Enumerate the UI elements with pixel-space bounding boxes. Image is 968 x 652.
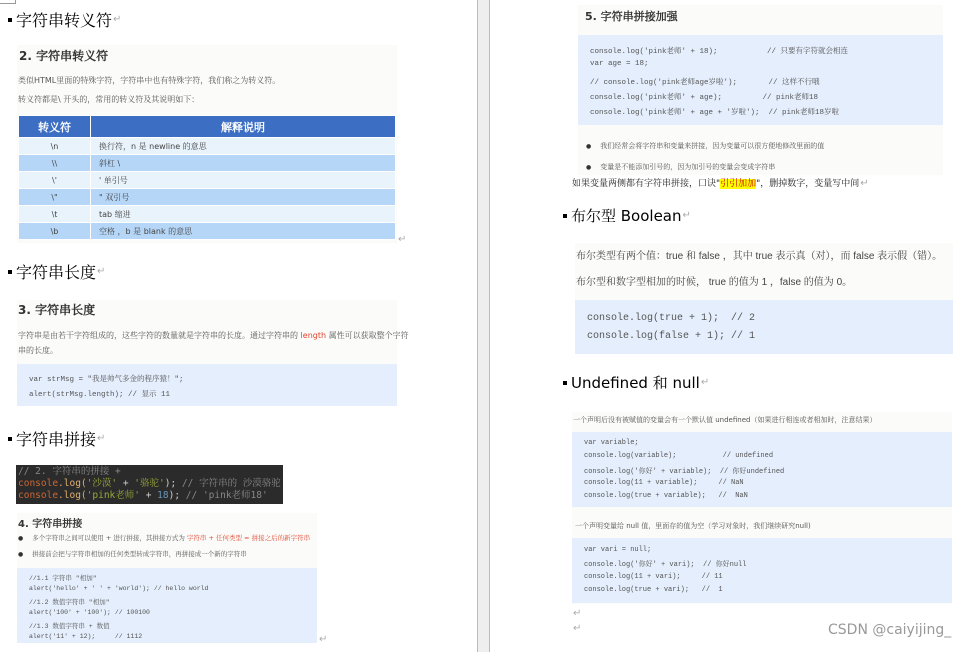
escape-sequence: \' xyxy=(19,172,91,189)
escape-sequence: \" xyxy=(19,189,91,206)
dark-code-snippet: // 2. 字符串的拼接 + console.log('沙漠' + '骆驼'); // 字符串的 沙漠骆驼 console.log('pink老师' + 18); // 'pink老师18' xyxy=(16,465,283,504)
code-line: console.log('pink老师' + 18); // 只要有字符就会相连 xyxy=(590,48,849,56)
code-line: //1.1 字符串 "相加" xyxy=(29,575,97,582)
code-line: var age = 18; xyxy=(590,60,649,69)
table-row xyxy=(19,138,396,155)
code-line: alert('11' + 12); // 1112 xyxy=(29,633,143,640)
mnemonic-tip: 如果变量两侧都有字符串拼接，口诀"引引加加"，删掉数字，变量写中间↵ xyxy=(572,178,869,189)
null-code xyxy=(572,538,952,603)
code-line: var strMsg = "我是帅气多金的程序猿！"; xyxy=(29,376,184,384)
table-row xyxy=(19,172,396,189)
escape-table xyxy=(18,115,396,240)
escape-paragraph-1: 类似HTML里面的特殊字符，字符串中也有特殊字符，我们称之为转义符。 xyxy=(18,76,281,85)
code-line: var variable; xyxy=(584,439,639,447)
escape-sequence: \n xyxy=(19,138,91,155)
csdn-watermark: CSDN @caiyijing_ xyxy=(828,622,952,638)
escape-description: 斜杠 \ xyxy=(91,155,396,172)
escape-paragraph-2: 转义符都是\ 开头的，常用的转义符及其说明如下： xyxy=(18,95,200,104)
code-line: alert('100' + '100'); // 100100 xyxy=(29,609,150,616)
escape-description: " 双引号 xyxy=(91,189,396,206)
code-line: // console.log('pink老师age岁啦'); // 这样不行哦 xyxy=(590,78,820,87)
escape-sequence: \t xyxy=(19,206,91,223)
code-line: console.log(true + variable); // NaN xyxy=(584,492,748,501)
table-header: 转义符 xyxy=(19,116,91,138)
concat-bullet-1: ● 多个字符串之间可以使用 + 进行拼接，其拼接方式为 字符串 + 任何类型 = 拼接之后的新字符串 xyxy=(18,533,310,542)
boolean-image-block xyxy=(575,243,953,354)
concat-code xyxy=(17,568,317,643)
code-line: //1.3 数值字符串 + 数值 xyxy=(29,623,110,630)
heading-string-escape: 字符串转义符 ↵ xyxy=(8,8,121,31)
escape-sequence: \b xyxy=(19,223,91,240)
escape-description: 换行符，n 是 newline 的意思 xyxy=(91,138,396,155)
plus-image-block xyxy=(578,5,943,175)
code-line: console.log('pink老师' + age + '岁啦'); // pink老师18岁啦 xyxy=(590,109,840,118)
concat-image-block xyxy=(17,513,317,643)
code-line: var vari = null; xyxy=(584,546,652,554)
escape-sequence: \\ xyxy=(19,155,91,172)
null-paragraph: 一个声明变量给 null 值，里面存的值为空（学习对象时，我们继续研究null) xyxy=(575,522,811,530)
concat-title: 4. 字符串拼接 xyxy=(18,519,83,530)
boolean-paragraph-1: 布尔类型有两个值：true 和 false ，其中 true 表示真（对），而 false 表示假（错）。 xyxy=(576,251,943,262)
code-line: console.log(11 + vari); // 11 xyxy=(584,572,723,581)
undefined-paragraph: 一个声明后没有被赋值的变量会有一个默认值 undefined（如果进行相连或者相加时，注意结果） xyxy=(573,416,877,424)
plus-code xyxy=(578,35,943,125)
escape-description: ' 单引号 xyxy=(91,172,396,189)
code-line: //1.2 数值字符串 "相加" xyxy=(29,599,110,606)
table-row xyxy=(19,189,396,206)
length-code xyxy=(17,364,397,406)
undefined-image-block xyxy=(572,412,952,604)
plus-bullet-2: ● 变量是不能添加引号的，因为加引号的变量会变成字符串 xyxy=(586,162,775,172)
code-line: console.log(true + 1); // 2 xyxy=(587,313,756,324)
code-line: console.log(true + vari); // 1 xyxy=(584,585,723,594)
table-header: 解释说明 xyxy=(91,116,396,138)
code-line: console.log('pink老师' + age); // pink老师18 xyxy=(590,93,819,102)
undefined-code xyxy=(572,432,952,507)
table-row xyxy=(19,223,396,240)
page-gap xyxy=(477,0,490,652)
code-line: console.log(variable); // undefined xyxy=(584,452,774,461)
code-line: console.log('你好' + variable); // 你好undefined xyxy=(584,467,785,476)
escape-title: 2. 字符串转义符 xyxy=(19,49,109,63)
code-line: alert('hello' + ' ' + 'world'); // hello world xyxy=(29,585,209,592)
escape-image-block xyxy=(17,45,397,243)
boolean-paragraph-2: 布尔型和数字型相加的时候， true 的值为 1 ，false 的值为 0。 xyxy=(576,277,853,288)
heading-boolean: 布尔型 Boolean ↵ xyxy=(563,205,691,226)
escape-description: 空格 ，b 是 blank 的意思 xyxy=(91,223,396,240)
left-page: 字符串转义符 ↵ 2. 字符串转义符 类似HTML里面的特殊字符，字符串中也有特殊字符，我们称之为转义符。 转义符都是\ 开头的，常用的转义符及其说明如下： 转义符 解释说明 \n 换行符，n 是 newline 的意思 \\ 斜杠 \ \' ' 单引号 \" " 双引号 \t tab 缩进 \b 空格 ，b 是 blank 的意思 ↵ 字符串长度 ↵ 3. 字符串长度 字符串是由若干字符组成的，这些字符的数量就是字符串的长度。通过字符串的 length 属性可以获取整个字符 串的长度。 var strMsg = "我是帅气多金的程序猿！"; alert(strMsg.length); // 显示 11 字符串拼接 ↵ // 2. 字符串的拼接 + console.log('沙漠' + '骆驼'); // 字符串的 沙漠骆驼 console.log('pink老师' + 18); // 'pink老师18' 4. 字符串拼接 ● 多个字符串之间可以使用 + 进行拼接，其拼接方式为 字符串 + 任何类型 = 拼接之后的新字符串 ● 拼接前会把与字符串相加的任何类型转成字符串，再拼接成一个新的字符串 //1.1 字符串 "相加" alert('hello' + ' ' + 'world'); // hello world //1.2 数值字符串 "相加" alert('100' + '100'); // 100100 //1.3 数值字符串 + 数值 alert('11' + 12); // 1112 ↵ xyxy=(0,0,477,652)
length-image-block xyxy=(17,300,409,406)
code-line: console.log(11 + variable); // NaN xyxy=(584,478,744,487)
concat-bullet-2: ● 拼接前会把与字符串相加的任何类型转成字符串，再拼接成一个新的字符串 xyxy=(18,549,247,558)
heading-string-length: 字符串长度 ↵ xyxy=(8,260,105,283)
code-line: console.log(false + 1); // 1 xyxy=(587,331,756,342)
escape-description: tab 缩进 xyxy=(91,206,396,223)
heading-undefined-null: Undefined 和 null ↵ xyxy=(563,372,709,393)
right-page: 5. 字符串拼接加强 console.log('pink老师' + 18); // 只要有字符就会相连 var age = 18; // console.log('pink老师age岁啦'); // 这样不行哦 console.log('pink老师' + age); // pink老师18 console.log('pink老师' + age + '岁啦'); // pink老师18岁啦 ● 我们经常会将字符串和变量来拼接，因为变量可以很方便地修改里面的值 ● 变量是不能添加引号的，因为加引号的变量会变成字符串 如果变量两侧都有字符串拼接，口诀"引引加加"，删掉数字，变量写中间↵ 布尔型 Boolean ↵ 布尔类型有两个值：true 和 false ，其中 true 表示真（对），而 false 表示假（错）。 布尔型和数字型相加的时候， true 的值为 1 ，false 的值为 0。 console.log(true + 1); // 2 console.log(false + 1); // 1 Undefined 和 null ↵ 一个声明后没有被赋值的变量会有一个默认值 undefined（如果进行相连或者相加时，注意结果） var variable; console.log(variable); // undefined console.log('你好' + variable); // 你好undefined console.log(11 + variable); // NaN console.log(true + variable); // NaN 一个声明变量给 null 值，里面存的值为空（学习对象时，我们继续研究null) var vari = null; console.log('你好' + vari); // 你好null console.log(11 + vari); // 11 console.log(true + vari); // 1 ↵ ↵ xyxy=(490,0,968,652)
length-title: 3. 字符串长度 xyxy=(18,303,96,317)
heading-string-concat: 字符串拼接 ↵ xyxy=(8,427,105,450)
plus-bullet-1: ● 我们经常会将字符串和变量来拼接，因为变量可以很方便地修改里面的值 xyxy=(586,141,824,151)
length-paragraph: 字符串是由若干字符组成的，这些字符的数量就是字符串的长度。通过字符串的 length 属性可以获取整个字符 xyxy=(18,331,409,340)
plus-title: 5. 字符串拼接加强 xyxy=(585,10,678,23)
table-row xyxy=(19,155,396,172)
code-line: console.log('你好' + vari); // 你好null xyxy=(584,561,747,570)
code-line: alert(strMsg.length); // 显示 11 xyxy=(29,391,171,399)
table-row xyxy=(19,206,396,223)
boolean-code xyxy=(575,300,953,354)
length-paragraph-2: 串的长度。 xyxy=(18,346,58,355)
